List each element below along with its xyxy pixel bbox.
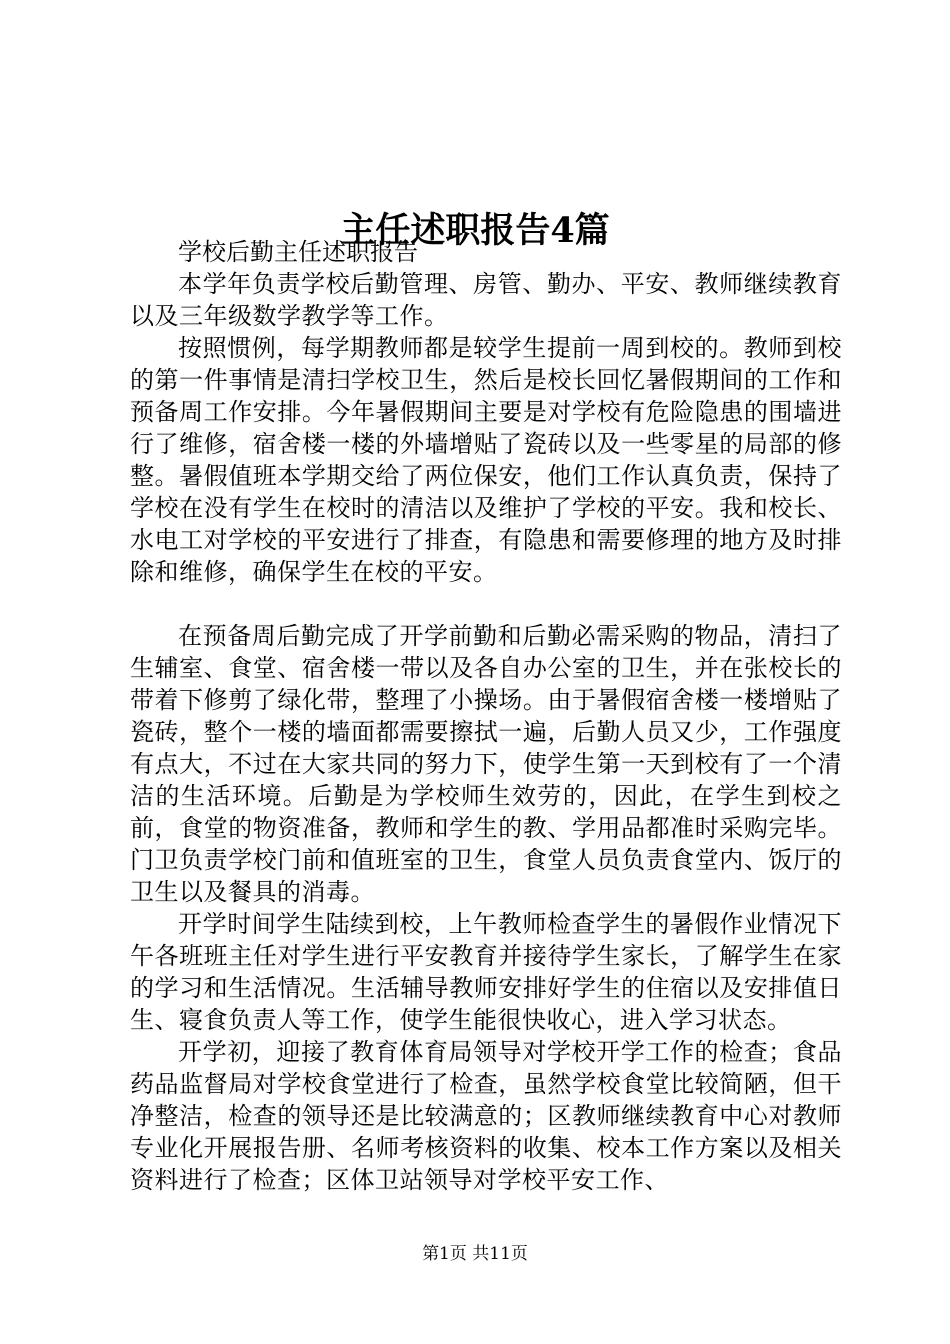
document-title: 主任述职报告4篇	[340, 210, 610, 252]
paragraph: 本学年负责学校后勤管理、房管、勤办、平安、教师继续教育以及三年级数学教学等工作。	[130, 270, 842, 330]
page-number-footer: 第1页 共11页	[422, 1244, 528, 1264]
document-body	[130, 236, 842, 1196]
paragraph: 按照惯例，每学期教师都是较学生提前一周到校的。教师到校的第一件事情是清扫学校卫生，然后是校长回忆暑假期间的工作和预备周工作安排。今年暑假期间主要是对学校有危险隐患的围墙进行了维修，宿舍楼一楼的外墙增贴了瓷砖以及一些零星的局部的修整。暑假值班本学期交给了两位保安，他们工作认真负责，保持了学校在没有学生在校时的清洁以及维护了学校的平安。我和校长、水电工对学校的平安进行了排查，有隐患和需要修理的地方及时排除和维修，确保学生在校的平安。	[130, 334, 842, 586]
paragraph: 开学初，迎接了教育体育局领导对学校开学工作的检查；食品药品监督局对学校食堂进行了检查，虽然学校食堂比较简陋，但干净整洁，检查的领导还是比较满意的；区教师继续教育中心对教师专业化开展报告册、名师考核资料的收集、校本工作方案以及相关资料进行了检查；区体卫站领导对学校平安工作、	[130, 1038, 842, 1194]
paragraph: 开学时间学生陆续到校，上午教师检查学生的暑假作业情况下午各班班主任对学生进行平安教育并接待学生家长，了解学生在家的学习和生活情况。生活辅导教师安排好学生的住宿以及安排值日生、寝食负责人等工作，使学生能很快收心，进入学习状态。	[130, 910, 842, 1034]
section-heading: 学校后勤主任述职报告	[178, 238, 418, 266]
paragraph: 在预备周后勤完成了开学前勤和后勤必需采购的物品，清扫了生辅室、食堂、宿舍楼一带以及各自办公室的卫生，并在张校长的带着下修剪了绿化带，整理了小操场。由于暑假宿舍楼一楼增贴了瓷砖，整个一楼的墙面都需要擦拭一遍，后勤人员又少，工作强度有点大，不过在大家共同的努力下，使学生第一天到校有了一个清洁的生活环境。后勤是为学校师生效劳的，因此，在学生到校之前，食堂的物资准备，教师和学生的教、学用品都准时采购完毕。门卫负责学校门前和值班室的卫生，食堂人员负责食堂内、饭厅的卫生以及餐具的消毒。	[130, 622, 842, 906]
